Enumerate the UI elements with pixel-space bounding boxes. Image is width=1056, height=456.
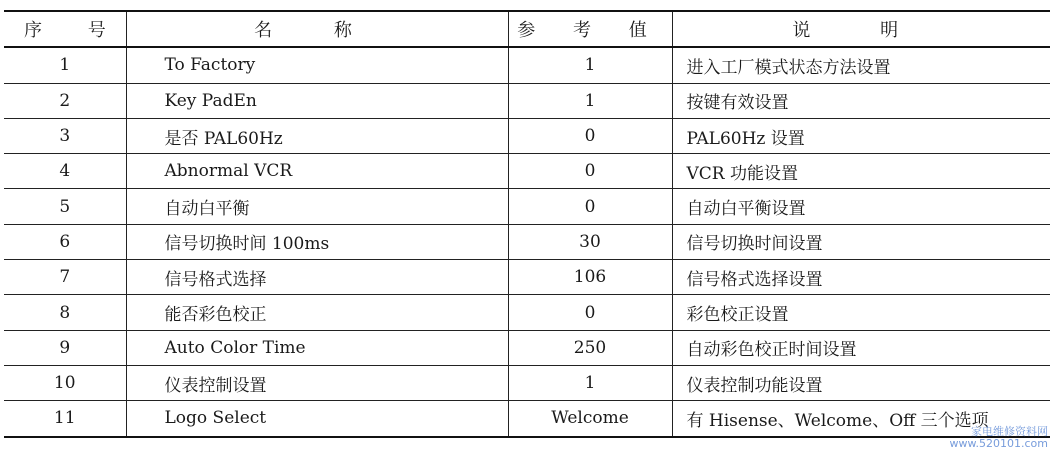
cell-name: 信号切换时间 100ms bbox=[126, 224, 508, 259]
cell-value: 1 bbox=[508, 47, 672, 83]
table-row bbox=[4, 118, 1050, 153]
table-row bbox=[4, 224, 1050, 259]
cell-desc: 自动白平衡设置 bbox=[672, 189, 1050, 224]
cell-name: 能否彩色校正 bbox=[126, 295, 508, 330]
cell-seq: 7 bbox=[4, 260, 126, 295]
cell-desc: VCR 功能设置 bbox=[672, 154, 1050, 189]
cell-seq: 11 bbox=[4, 401, 126, 437]
cell-seq: 4 bbox=[4, 154, 126, 189]
cell-seq: 9 bbox=[4, 330, 126, 365]
cell-desc: 仪表控制功能设置 bbox=[672, 365, 1050, 400]
header-value: 参 考 值 bbox=[508, 11, 672, 47]
watermark bbox=[950, 426, 1048, 450]
cell-value: 1 bbox=[508, 365, 672, 400]
cell-seq: 1 bbox=[4, 47, 126, 83]
cell-desc: 进入工厂模式状态方法设置 bbox=[672, 47, 1050, 83]
table-row bbox=[4, 83, 1050, 118]
table-header-row bbox=[4, 11, 1050, 47]
cell-value: 1 bbox=[508, 83, 672, 118]
table-row bbox=[4, 295, 1050, 330]
cell-seq: 6 bbox=[4, 224, 126, 259]
header-name: 名 称 bbox=[126, 11, 508, 47]
cell-value: 250 bbox=[508, 330, 672, 365]
parameter-table bbox=[4, 10, 1050, 438]
cell-name: Key PadEn bbox=[126, 83, 508, 118]
cell-value: 0 bbox=[508, 118, 672, 153]
cell-value: 0 bbox=[508, 189, 672, 224]
watermark-line2: www.520101.com bbox=[949, 436, 1048, 450]
cell-name: Abnormal VCR bbox=[126, 154, 508, 189]
watermark-line1: 家电维修资料网 bbox=[971, 424, 1048, 438]
cell-name: To Factory bbox=[126, 47, 508, 83]
table-row bbox=[4, 330, 1050, 365]
cell-desc: 有 Hisense、Welcome、Off 三个选项 bbox=[672, 401, 1050, 437]
cell-desc: 自动彩色校正时间设置 bbox=[672, 330, 1050, 365]
table-row bbox=[4, 260, 1050, 295]
cell-value: Welcome bbox=[508, 401, 672, 437]
cell-seq: 3 bbox=[4, 118, 126, 153]
table-row bbox=[4, 365, 1050, 400]
header-seq: 序 号 bbox=[4, 11, 126, 47]
table-row bbox=[4, 154, 1050, 189]
cell-desc: 按键有效设置 bbox=[672, 83, 1050, 118]
cell-seq: 10 bbox=[4, 365, 126, 400]
cell-value: 30 bbox=[508, 224, 672, 259]
parameter-table-container bbox=[4, 10, 1050, 438]
table-row bbox=[4, 47, 1050, 83]
cell-seq: 8 bbox=[4, 295, 126, 330]
table-row bbox=[4, 401, 1050, 437]
cell-name: 仪表控制设置 bbox=[126, 365, 508, 400]
cell-value: 0 bbox=[508, 295, 672, 330]
cell-name: 是否 PAL60Hz bbox=[126, 118, 508, 153]
cell-desc: 信号格式选择设置 bbox=[672, 260, 1050, 295]
cell-name: Logo Select bbox=[126, 401, 508, 437]
cell-value: 0 bbox=[508, 154, 672, 189]
cell-name: Auto Color Time bbox=[126, 330, 508, 365]
cell-name: 信号格式选择 bbox=[126, 260, 508, 295]
cell-seq: 2 bbox=[4, 83, 126, 118]
cell-name: 自动白平衡 bbox=[126, 189, 508, 224]
cell-desc: 彩色校正设置 bbox=[672, 295, 1050, 330]
cell-desc: PAL60Hz 设置 bbox=[672, 118, 1050, 153]
cell-desc: 信号切换时间设置 bbox=[672, 224, 1050, 259]
cell-seq: 5 bbox=[4, 189, 126, 224]
table-row bbox=[4, 189, 1050, 224]
cell-value: 106 bbox=[508, 260, 672, 295]
header-desc: 说 明 bbox=[672, 11, 1050, 47]
